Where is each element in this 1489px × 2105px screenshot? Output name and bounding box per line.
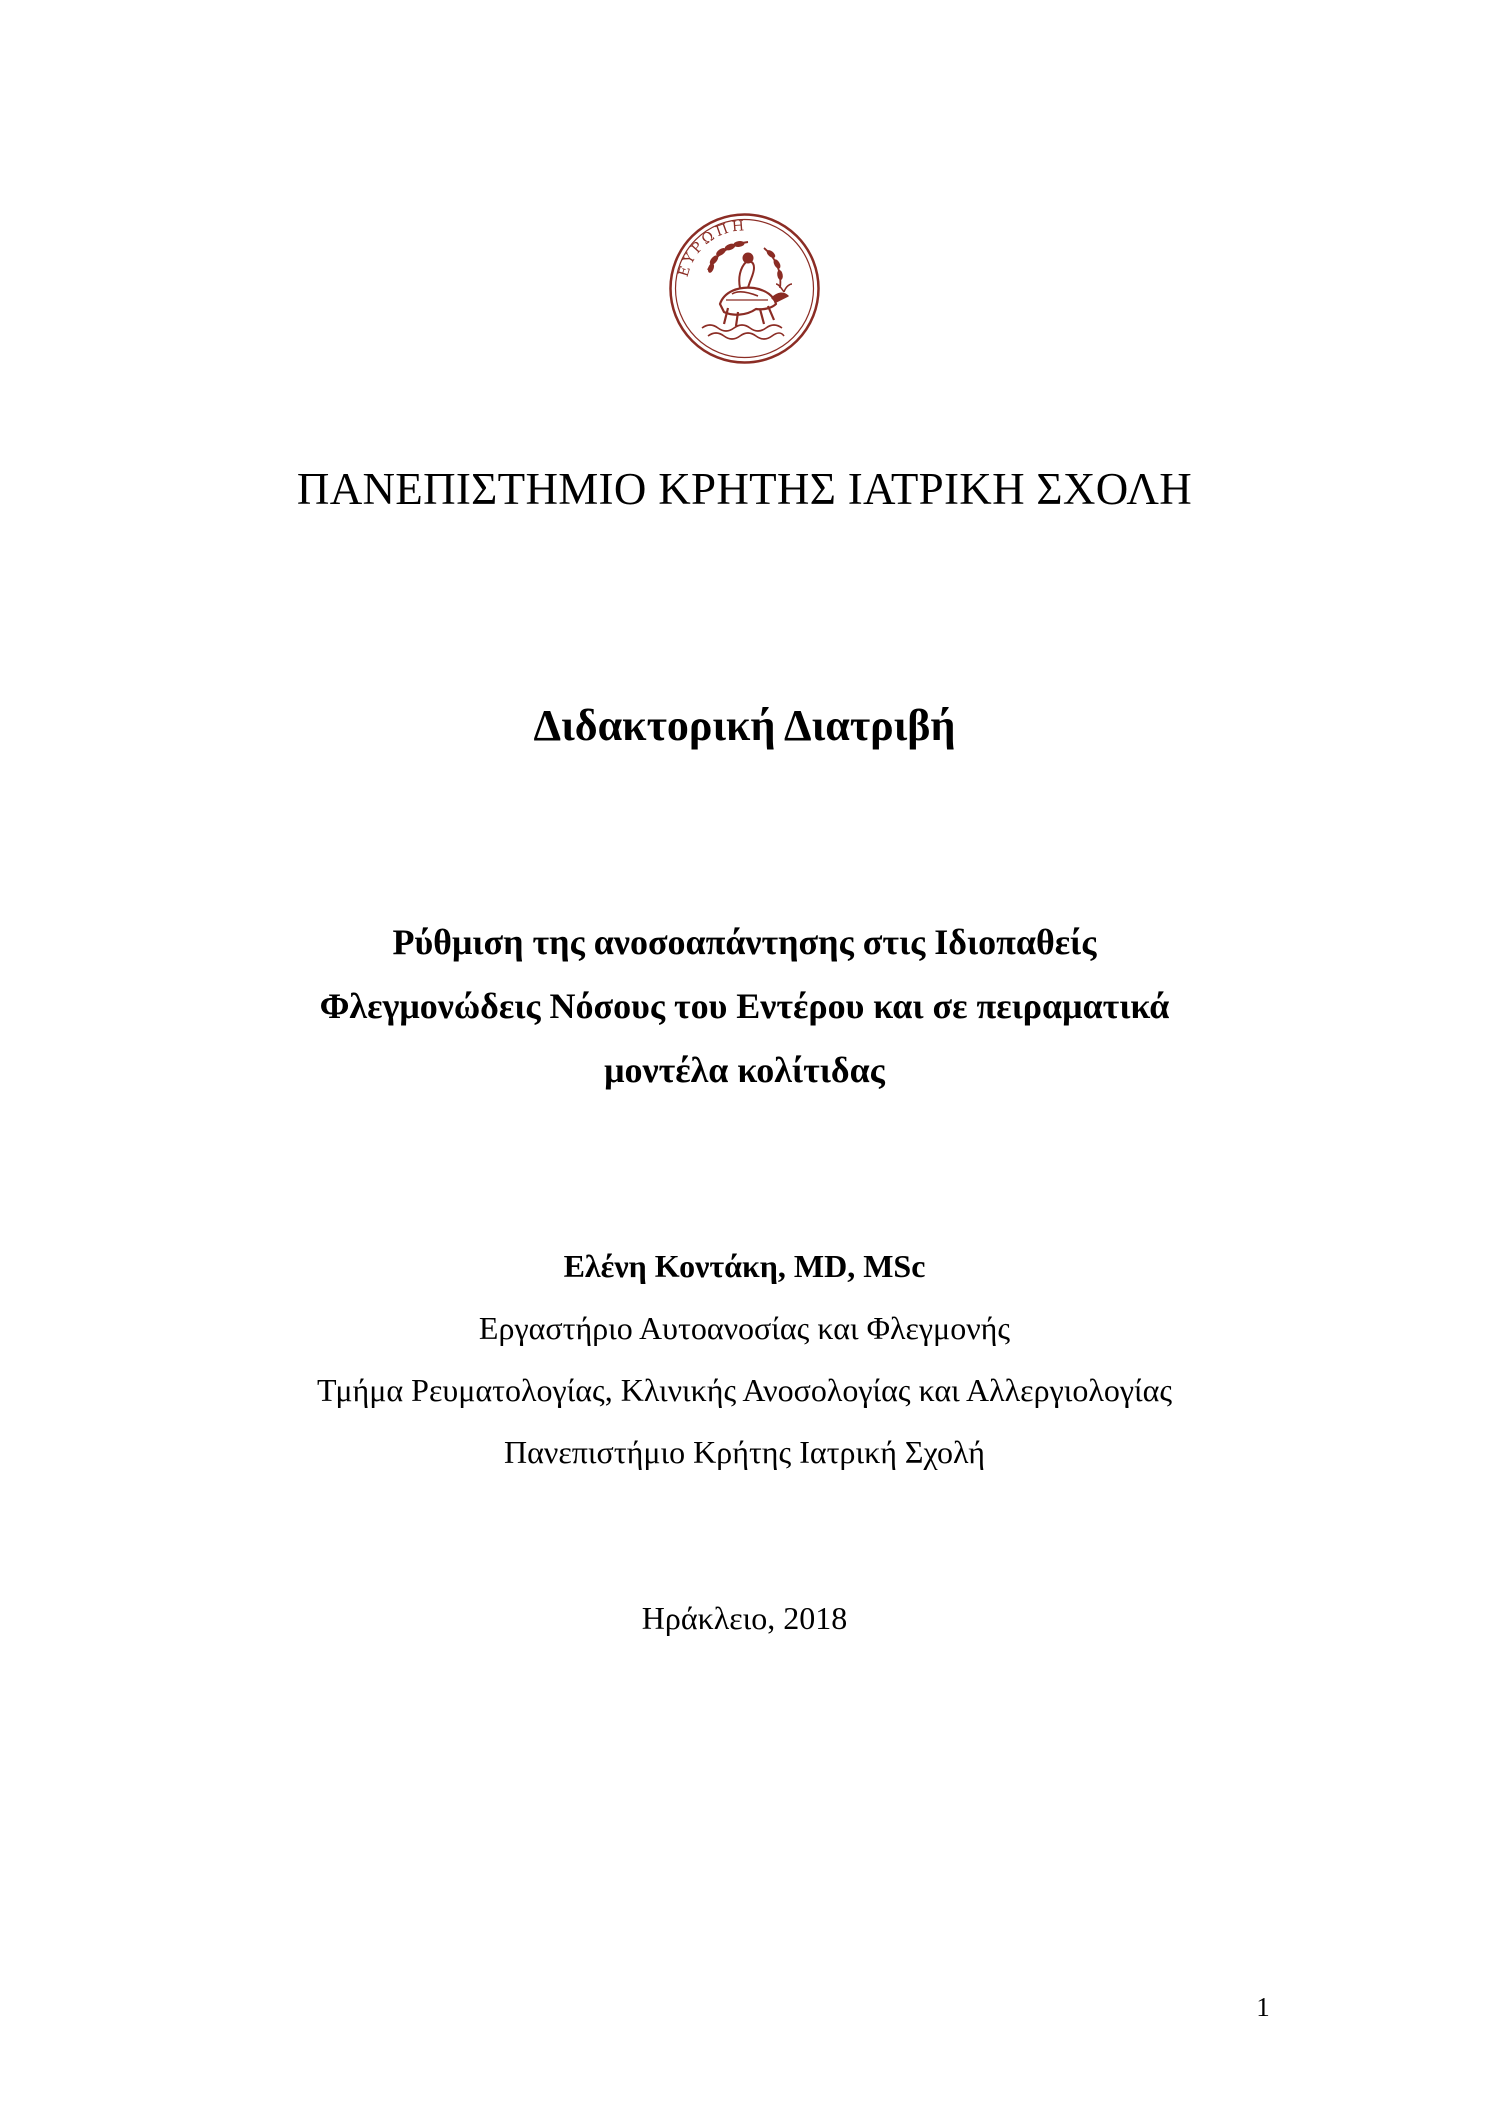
affiliation-university: Πανεπιστήμιο Κρήτης Ιατρική Σχολή	[503, 1434, 986, 1470]
affiliation-lab: Εργαστήριο Αυτοανοσίας και Φλεγμονής	[478, 1310, 1011, 1346]
university-title: ΠΑΝΕΠΙΣΤΗΜΙΟ ΚΡΗΤΗΣ ΙΑΤΡΙΚΗ ΣΧΟΛΗ	[296, 464, 1193, 514]
place-and-date: Ηράκλειο, 2018	[641, 1600, 848, 1636]
author-name: Ελένη Κοντάκη, MD, MSc	[563, 1248, 926, 1284]
document-type: Διδακτορική Διατριβή	[533, 701, 956, 750]
page-number: 1	[1256, 1992, 1270, 2022]
thesis-title-line: Φλεγμονώδεις Νόσους του Εντέρου και σε πειραματικά	[319, 986, 1170, 1026]
thesis-title	[0, 910, 1489, 1102]
thesis-title-line: Ρύθμιση της ανοσοαπάντησης στις Ιδιοπαθείς	[392, 922, 1097, 962]
university-seal-logo	[668, 212, 821, 365]
thesis-title-line: μοντέλα κολίτιδας	[604, 1050, 885, 1090]
affiliation-department: Τμήμα Ρευματολογίας, Κλινικής Ανοσολογίας και Αλλεργιολογίας	[316, 1372, 1173, 1408]
svg-text:ΕΥΡΩΠΗ: ΕΥΡΩΠΗ	[675, 218, 748, 279]
